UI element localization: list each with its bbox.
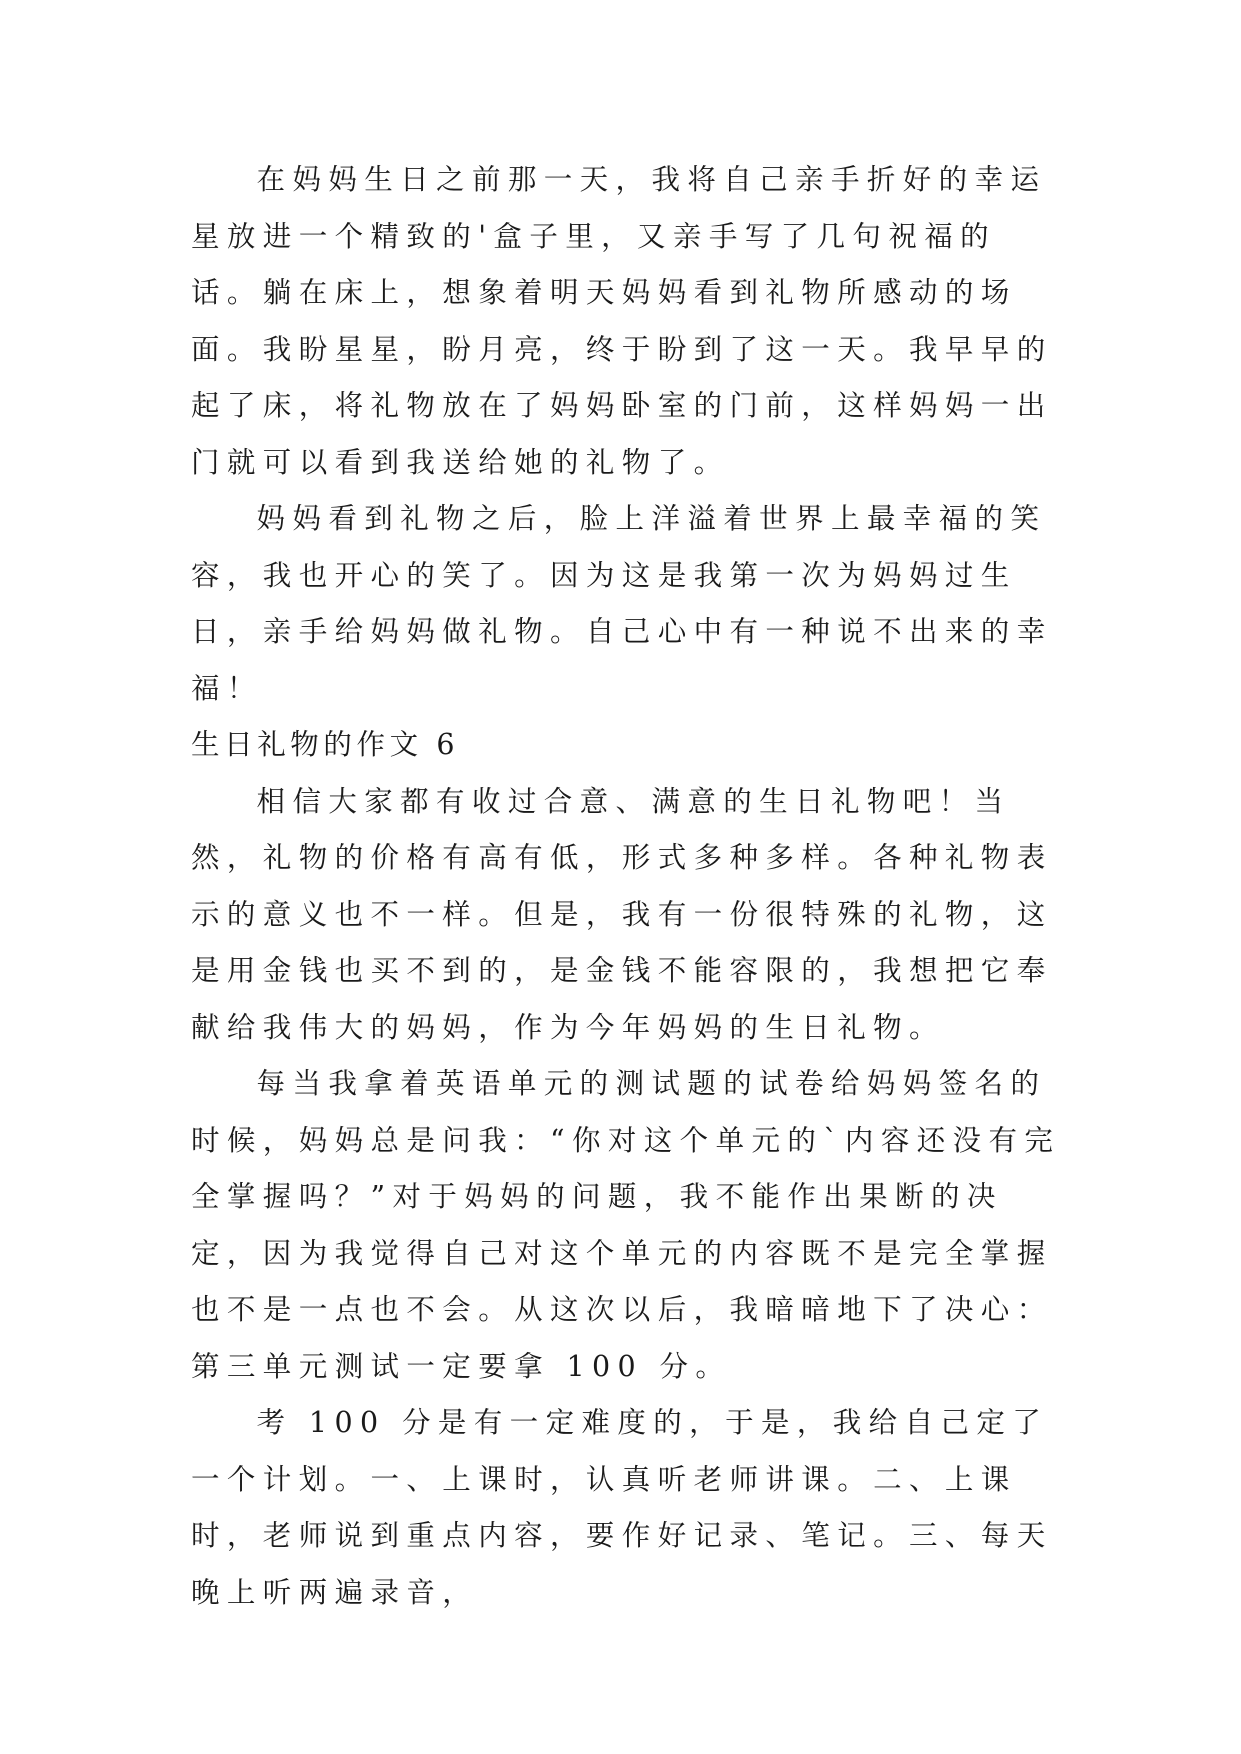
paragraph-5: 考 100 分是有一定难度的，于是，我给自己定了一个计划。一、上课时，认真听老师讲课。二、上课时，老师说到重点内容，要作好记录、笔记。三、每天晚上听两遍录音， xyxy=(191,1406,1053,1609)
paragraph-1: 在妈妈生日之前那一天，我将自己亲手折好的幸运星放进一个精致的'盒子里，又亲手写了几句祝福的话。躺在床上，想象着明天妈妈看到礼物所感动的场面。我盼星星，盼月亮，终于盼到了这一天。我早早的起了床，将礼物放在了妈妈卧室的门前，这样妈妈一出门就可以看到我送给她的礼物了。 xyxy=(191,163,1053,479)
paragraph-4: 每当我拿着英语单元的测试题的试卷给妈妈签名的时候，妈妈总是问我：“你对这个单元的`内容还没有完全掌握吗？”对于妈妈的问题，我不能作出果断的决定，因为我觉得自己对这个单元的内容既不是完全掌握也不是一点也不会。从这次以后，我暗暗地下了决心：第三单元测试一定要拿 100 分。 xyxy=(191,1067,1061,1383)
section-heading: 生日礼物的作文 6 xyxy=(191,728,460,761)
paragraph-3: 相信大家都有收过合意、满意的生日礼物吧！当然，礼物的价格有高有低，形式多种多样。各种礼物表示的意义也不一样。但是，我有一份很特殊的礼物，这是用金钱也买不到的，是金钱不能容限的，我想把它奉献给我伟大的妈妈，作为今年妈妈的生日礼物。 xyxy=(191,784,1053,1044)
paragraph-2: 妈妈看到礼物之后，脸上洋溢着世界上最幸福的笑容，我也开心的笑了。因为这是我第一次为妈妈过生日，亲手给妈妈做礼物。自己心中有一种说不出来的幸福！ xyxy=(191,502,1053,705)
document-body xyxy=(191,152,1061,1621)
